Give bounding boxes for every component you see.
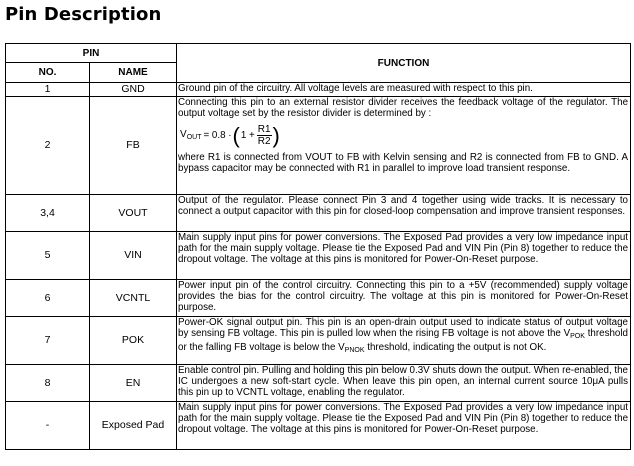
table-row [6, 195, 631, 232]
table-row [6, 280, 631, 317]
table-row [6, 402, 631, 450]
table-row [6, 365, 631, 402]
table-row [6, 317, 631, 365]
pin-number: 2 [6, 97, 90, 195]
pin-name: EN [90, 365, 177, 402]
header-name: NAME [90, 63, 177, 83]
function-detail: where R1 is connected from VOUT to FB with Kelvin sensing and R2 is connected from FB to GND. A bypass capacitor may be connected with R1 in parallel to improve load transient response. [178, 152, 629, 174]
function-intro: Connecting this pin to an external resistor divider receives the feedback voltage of the regulator. The output voltage set by the resistor divider is determined by : [178, 97, 629, 119]
pin-number: 5 [6, 232, 90, 280]
pin-name: VIN [90, 232, 177, 280]
pin-name: POK [90, 317, 177, 365]
pin-function [177, 97, 631, 195]
pin-function: Enable control pin. Pulling and holding this pin below 0.3V shuts down the output. When re-enabled, the IC undergoes a new soft-start cycle. When leave this pin open, an internal current source 10μA pulls this pin up to VCNTL voltage, enabling the regulator. [177, 365, 631, 402]
open-paren: ( [232, 122, 240, 148]
header-pin: PIN [6, 44, 177, 63]
function-text: threshold or the falling FB voltage is below the V [178, 328, 629, 353]
pin-name: VOUT [90, 195, 177, 232]
formula-eq: = 0.8 · [203, 130, 232, 141]
pin-function: Ground pin of the circuitry. All voltage levels are measured with respect to this pin. [177, 83, 631, 97]
header-no: NO. [6, 63, 90, 83]
formula-denominator: R2 [257, 136, 271, 147]
formula-numerator: R1 [257, 124, 271, 135]
pin-name: GND [90, 83, 177, 97]
vpok-subscript: POK [570, 333, 585, 340]
pin-description-table [5, 43, 631, 450]
pin-number: 6 [6, 280, 90, 317]
pin-function: Main supply input pins for power conversions. The Exposed Pad provides a very low impedance input path for the main supply voltage. Please tie the Exposed Pad and VIN Pin (Pin 8) together to reduce the dropout voltage. The voltage at this pins is monitored for Power-On-Reset purpose. [177, 232, 631, 280]
pin-number: - [6, 402, 90, 450]
function-text: threshold, indicating the output is not OK. [364, 342, 547, 353]
header-function: FUNCTION [177, 44, 631, 83]
vout-formula [178, 119, 628, 152]
table-row [6, 83, 631, 97]
pin-number: 7 [6, 317, 90, 365]
pin-function: Power input pin of the control circuitry. Connecting this pin to a +5V (recommended) supply voltage provides the bias for the control circuitry. The voltage at this pin is monitored for Power-On-Reset purpose. [177, 280, 631, 317]
page-title: Pin Description [5, 4, 162, 25]
formula-lhs: V [180, 128, 187, 140]
pin-number: 1 [6, 83, 90, 97]
pin-function: Main supply input pins for power conversions. The Exposed Pad provides a very low impedance input path for the main supply voltage. Please tie the Exposed Pad and VIN Pin (Pin 8) together to reduce the dropout voltage. The voltage at this pins is monitored for Power-On-Reset purpose. [177, 402, 631, 450]
formula-fraction [257, 124, 272, 147]
pin-function: Output of the regulator. Please connect Pin 3 and 4 together using wide tracks. It is necessary to connect a output capacitor with this pin for closed-loop compensation and improve transient responses. [177, 195, 631, 232]
function-text: Power-OK signal output pin. This pin is an open-drain output used to indicate status of output voltage by sensing FB voltage. This pin is pulled low when the rising FB voltage is not above the V [178, 317, 629, 339]
pin-name: VCNTL [90, 280, 177, 317]
vpnok-subscript: PNOK [344, 347, 365, 354]
pin-number: 8 [6, 365, 90, 402]
pin-function [177, 317, 631, 365]
table-row [6, 97, 631, 195]
table-row [6, 232, 631, 280]
formula-one-plus: 1 + [240, 130, 255, 141]
close-paren: ) [272, 122, 280, 148]
pin-name: Exposed Pad [90, 402, 177, 450]
pin-name: FB [90, 97, 177, 195]
pin-number: 3,4 [6, 195, 90, 232]
formula-lhs-sub: OUT [186, 133, 202, 141]
